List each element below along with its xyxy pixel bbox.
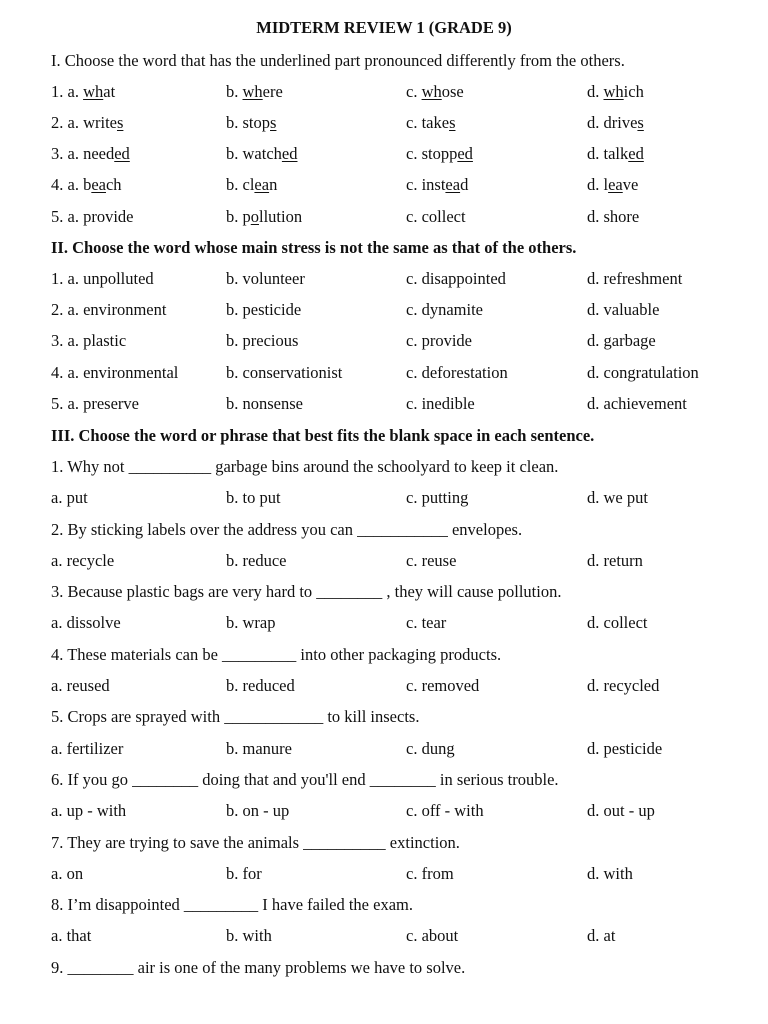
answer-options — [0, 488, 768, 510]
option: b. wrap — [226, 613, 276, 632]
section-2-row — [0, 394, 768, 416]
section-1-row — [0, 113, 768, 135]
option: b. nonsense — [226, 394, 303, 413]
question-text: 6. If you go ________ doing that and you'll end ________ in serious trouble. — [51, 770, 559, 789]
section-2-row — [0, 363, 768, 385]
option: d. valuable — [587, 300, 660, 319]
option: a. on — [51, 864, 84, 883]
answer-options — [0, 926, 768, 948]
option: b. reduced — [226, 676, 295, 695]
underlined-part: wh — [603, 82, 624, 101]
option: d. recycled — [587, 676, 660, 695]
underlined-part: o — [250, 207, 259, 226]
answer-options — [0, 613, 768, 635]
option: c. provide — [406, 331, 472, 350]
option: a. fertilizer — [51, 739, 124, 758]
underlined-part: ea — [254, 175, 270, 194]
underlined-part: ed — [628, 144, 644, 163]
section-1-row — [0, 144, 768, 166]
option: d. leave — [587, 175, 639, 194]
option: d. which — [587, 82, 644, 101]
option: b. stops — [226, 113, 277, 132]
option: b. precious — [226, 331, 299, 350]
option: 2. a. environment — [51, 300, 167, 319]
option: b. clean — [226, 175, 278, 194]
option: 5. a. preserve — [51, 394, 139, 413]
option: d. collect — [587, 613, 648, 632]
option: 3. a. plastic — [51, 331, 127, 350]
option: c. inedible — [406, 394, 475, 413]
option: d. at — [587, 926, 616, 945]
question-text: 7. They are trying to save the animals __________ extinction. — [51, 833, 460, 852]
option: d. refreshment — [587, 269, 683, 288]
section-1-row — [0, 175, 768, 197]
question-text: 8. I’m disappointed _________ I have failed the exam. — [51, 895, 413, 914]
option: 2. a. writes — [51, 113, 124, 132]
underlined-part: s — [449, 113, 456, 132]
question-text: 4. These materials can be _________ into other packaging products. — [51, 645, 502, 664]
underlined-part: wh — [421, 82, 442, 101]
question-text: 9. ________ air is one of the many problems we have to solve. — [51, 958, 466, 977]
option: d. drives — [587, 113, 644, 132]
underlined-part: s — [637, 113, 644, 132]
underlined-part: s — [270, 113, 277, 132]
underlined-part: ea — [445, 175, 461, 194]
option: c. removed — [406, 676, 480, 695]
section-1-row — [0, 82, 768, 104]
option: b. manure — [226, 739, 292, 758]
option: a. that — [51, 926, 92, 945]
option: 1. a. unpolluted — [51, 269, 154, 288]
option: a. dissolve — [51, 613, 121, 632]
page-title: MIDTERM REVIEW 1 (GRADE 9) — [256, 18, 512, 37]
option: d. shore — [587, 207, 640, 226]
section-3-heading: III. Choose the word or phrase that best fits the blank space in each sentence. — [51, 426, 595, 445]
underlined-part: wh — [242, 82, 263, 101]
underlined-part: wh — [83, 82, 104, 101]
option: b. reduce — [226, 551, 287, 570]
answer-options — [0, 551, 768, 573]
option: b. volunteer — [226, 269, 305, 288]
underlined-part: ed — [457, 144, 473, 163]
option: d. out - up — [587, 801, 655, 820]
option: c. from — [406, 864, 454, 883]
option: b. to put — [226, 488, 281, 507]
option: d. achievement — [587, 394, 687, 413]
option: c. disappointed — [406, 269, 506, 288]
section-2-row — [0, 269, 768, 291]
option: 1. a. what — [51, 82, 116, 101]
option: c. stopped — [406, 144, 473, 163]
option: b. pesticide — [226, 300, 302, 319]
option: b. on - up — [226, 801, 290, 820]
option: 5. a. provide — [51, 207, 134, 226]
option: c. off - with — [406, 801, 484, 820]
option: c. instead — [406, 175, 469, 194]
option: b. where — [226, 82, 283, 101]
option: d. talked — [587, 144, 644, 163]
option: b. pollution — [226, 207, 303, 226]
answer-options — [0, 676, 768, 698]
question-text: 5. Crops are sprayed with ____________ to kill insects. — [51, 707, 420, 726]
underlined-part: ea — [608, 175, 623, 194]
section-1-row — [0, 207, 768, 229]
answer-options — [0, 739, 768, 761]
option: 4. a. environmental — [51, 363, 179, 382]
underlined-part: ed — [114, 144, 130, 163]
option: 3. a. needed — [51, 144, 130, 163]
option: c. dynamite — [406, 300, 483, 319]
option: b. conservationist — [226, 363, 343, 382]
option: c. deforestation — [406, 363, 508, 382]
option: c. reuse — [406, 551, 457, 570]
option: 4. a. beach — [51, 175, 122, 194]
underlined-part: ea — [91, 175, 106, 194]
option: c. about — [406, 926, 459, 945]
option: c. collect — [406, 207, 466, 226]
option: c. whose — [406, 82, 464, 101]
option: d. return — [587, 551, 643, 570]
option: c. takes — [406, 113, 456, 132]
option: d. congratulation — [587, 363, 699, 382]
section-1-heading: I. Choose the word that has the underlined part pronounced differently from the others. — [51, 51, 625, 70]
option: d. with — [587, 864, 633, 883]
option: b. with — [226, 926, 272, 945]
answer-options — [0, 801, 768, 823]
option: c. putting — [406, 488, 469, 507]
section-2-row — [0, 300, 768, 322]
question-text: 3. Because plastic bags are very hard to ________ , they will cause pollution. — [51, 582, 562, 601]
option: a. reused — [51, 676, 110, 695]
option: d. garbage — [587, 331, 656, 350]
question-text: 1. Why not __________ garbage bins around the schoolyard to keep it clean. — [51, 457, 559, 476]
option: a. recycle — [51, 551, 115, 570]
question-text: 2. By sticking labels over the address you can ___________ envelopes. — [51, 520, 523, 539]
underlined-part: ed — [281, 144, 298, 163]
option: b. watched — [226, 144, 298, 163]
option: a. put — [51, 488, 88, 507]
option: d. we put — [587, 488, 648, 507]
option: c. dung — [406, 739, 455, 758]
option: b. for — [226, 864, 262, 883]
answer-options — [0, 864, 768, 886]
section-2-row — [0, 331, 768, 353]
underlined-part: s — [116, 113, 124, 132]
option: d. pesticide — [587, 739, 663, 758]
option: a. up - with — [51, 801, 127, 820]
section-2-heading: II. Choose the word whose main stress is not the same as that of the others. — [51, 238, 577, 257]
option: c. tear — [406, 613, 447, 632]
